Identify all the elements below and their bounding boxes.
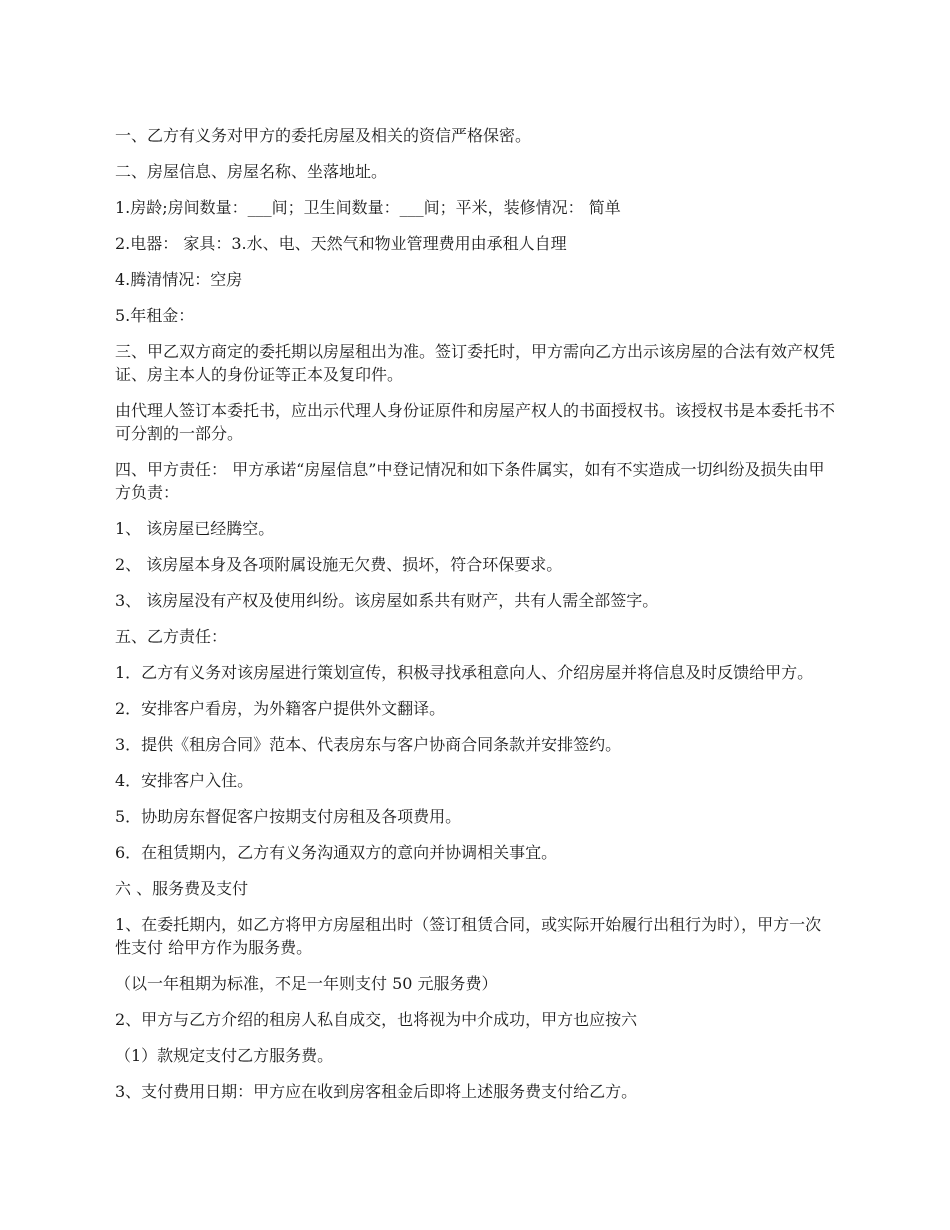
- document-body: [115, 124, 835, 1116]
- paragraph-agent-authorization: 由代理人签订本委托书，应出示代理人身份证原件和房屋产权人的书面授权书。该授权书是本委托书不可分割的一部分。: [115, 401, 836, 443]
- paragraph-b-item-3: 3．提供《租房合同》范本、代表房东与客户协商合同条款并安排签约。: [115, 735, 622, 754]
- paragraph-a-item-2: 2、 该房屋本身及各项附属设施无欠费、损坏，符合环保要求。: [115, 555, 563, 574]
- paragraph-fee-item-2: 2、甲方与乙方介绍的租房人私自成交，也将视为中介成功，甲方也应按六: [115, 1010, 638, 1029]
- paragraph-b-item-2: 2．安排客户看房，为外籍客户提供外文翻译。: [115, 699, 446, 718]
- paragraph-b-item-5: 5．协助房东督促客户按期支付房租及各项费用。: [115, 807, 462, 826]
- paragraph-b-item-1: 1．乙方有义务对该房屋进行策划宣传，积极寻找承租意向人、介绍房屋并将信息及时反馈给甲方。: [115, 663, 814, 682]
- paragraph-a-item-3: 3、 该房屋没有产权及使用纠纷。该房屋如系共有财产，共有人需全部签字。: [115, 591, 659, 610]
- paragraph-a-item-1: 1、 该房屋已经腾空。: [115, 519, 275, 538]
- paragraph-entrustment-period: 三、甲乙双方商定的委托期以房屋租出为准。签订委托时，甲方需向乙方出示该房屋的合法有效产权凭证、房主本人的身份证等正本及复印件。: [115, 342, 836, 384]
- paragraph-confidentiality: 一、乙方有义务对甲方的委托房屋及相关的资信严格保密。: [115, 126, 532, 145]
- paragraph-service-fee-heading: 六 、服务费及支付: [115, 879, 249, 898]
- paragraph-annual-rent: 5.年租金：: [115, 306, 195, 325]
- paragraph-house-age-rooms: 1.房龄;房间数量：___间；卫生间数量：___间；平米，装修情况： 简单: [115, 198, 621, 217]
- paragraph-house-info-heading: 二、房屋信息、房屋名称、坐落地址。: [115, 162, 388, 181]
- paragraph-b-item-4: 4．安排客户入住。: [115, 771, 254, 790]
- paragraph-party-a-responsibility: 四、甲方责任： 甲方承诺“房屋信息”中登记情况和如下条件属实，如有不实造成一切纠纷及损失由甲方负责：: [115, 460, 825, 502]
- paragraph-appliances-utilities: 2.电器： 家具：3.水、电、天然气和物业管理费用由承租人自理: [115, 234, 567, 253]
- paragraph-b-item-6: 6．在租赁期内，乙方有义务沟通双方的意向并协调相关事宜。: [115, 843, 558, 862]
- paragraph-fee-note: （以一年租期为标准，不足一年则支付 50 元服务费）: [115, 974, 498, 993]
- paragraph-vacancy-status: 4.腾清情况：空房: [115, 270, 243, 289]
- paragraph-fee-item-3: 3、支付费用日期：甲方应在收到房客租金后即将上述服务费支付给乙方。: [115, 1082, 638, 1101]
- paragraph-fee-item-2-cont: （1）款规定支付乙方服务费。: [115, 1046, 334, 1065]
- paragraph-party-b-responsibility: 五、乙方责任：: [115, 627, 228, 646]
- paragraph-fee-item-1: 1、在委托期内，如乙方将甲方房屋租出时（签订租赁合同，或实际开始履行出租行为时），甲方一次性支付 给甲方作为服务费。: [115, 915, 822, 957]
